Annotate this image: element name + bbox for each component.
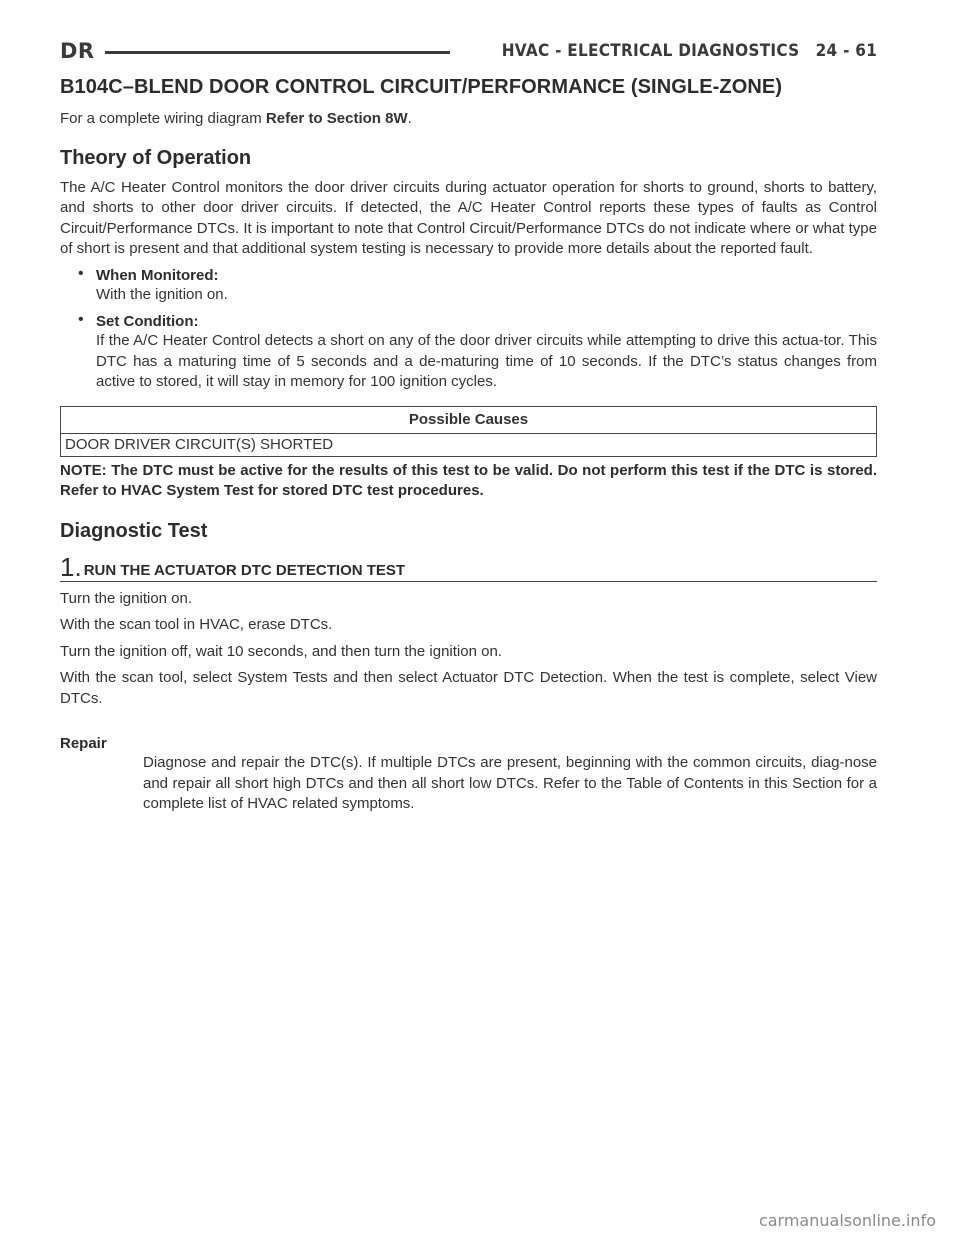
bullet-text: With the ignition on. bbox=[96, 285, 228, 303]
bullet-title: • When Monitored: bbox=[96, 266, 219, 284]
note-text: NOTE: The DTC must be active for the results of this test to be valid. Do not perform this test if the DTC is stored. Refer to HVAC System Test for stored DTC test procedures. bbox=[60, 461, 877, 499]
table-header-row bbox=[61, 406, 877, 433]
list-item bbox=[88, 312, 877, 393]
repair-text: Diagnose and repair the DTC(s). If multiple DTCs are present, beginning with the common circuits, diag-nose and repair all short high DTCs and then all short low DTCs. Refer to the Table of Contents in this Section for a complete list of HVAC related symptoms. bbox=[143, 754, 877, 812]
section-name: HVAC - ELECTRICAL DIAGNOSTICS bbox=[501, 41, 800, 61]
list-item bbox=[88, 266, 877, 306]
step-number: 1. bbox=[60, 551, 82, 582]
diagnostic-heading: Diagnostic Test bbox=[60, 519, 208, 542]
causes-header: Possible Causes bbox=[61, 406, 877, 433]
table-row bbox=[61, 433, 877, 456]
wiring-ref-link[interactable]: Refer to Section 8W bbox=[265, 110, 408, 127]
theory-paragraph: The A/C Heater Control monitors the door driver circuits during actuator operation for shorts to ground, shorts to battery, and shorts to other door driver circuits. If detected, the A/C Heater Control reports these types of faults as Control Circuit/Performance DTCs. It is important to note that Control Circuit/Performance DTCs do not indicate where or what type of short is present and that additional system testing is necessary to provide more details about the reported fault. bbox=[60, 178, 877, 257]
watermark: carmanualsonline.info bbox=[758, 1211, 936, 1230]
step-line: With the scan tool in HVAC, erase DTCs. bbox=[60, 616, 333, 633]
step-header bbox=[60, 551, 877, 582]
possible-causes-table bbox=[60, 406, 877, 457]
header-rule bbox=[105, 51, 450, 54]
repair-label: Repair bbox=[60, 735, 107, 752]
condition-list bbox=[88, 266, 877, 393]
dtc-title: B104C–BLEND DOOR CONTROL CIRCUIT/PERFORMANCE (SINGLE-ZONE) bbox=[60, 76, 783, 98]
section-title bbox=[502, 41, 877, 61]
wiring-text: For a complete wiring diagram bbox=[60, 110, 266, 127]
cause-cell: DOOR DRIVER CIRCUIT(S) SHORTED bbox=[61, 433, 877, 456]
theory-heading: Theory of Operation bbox=[60, 146, 252, 169]
step-line: Turn the ignition on. bbox=[60, 589, 193, 607]
model-code: DR bbox=[60, 39, 95, 63]
step-line: With the scan tool, select System Tests and then select Actuator DTC Detection. When the test is complete, select View DTCs. bbox=[60, 669, 877, 707]
bullet-title: • Set Condition: bbox=[96, 313, 199, 330]
page-number: 24 - 61 bbox=[815, 41, 877, 61]
wiring-reference bbox=[60, 109, 877, 130]
page-content bbox=[60, 76, 877, 830]
step-line: Turn the ignition off, wait 10 seconds, and then turn the ignition on. bbox=[60, 642, 502, 660]
page-header bbox=[60, 36, 877, 66]
wiring-end: . bbox=[407, 110, 412, 127]
bullet-text: If the A/C Heater Control detects a short on any of the door driver circuits while attempting to drive this actua-tor. This DTC has a maturing time of 5 seconds and a de-maturing time of 10 seconds. If the DTC’s status changes from active to stored, it will stay in memory for 100 ignition cycles. bbox=[96, 332, 877, 390]
step-title: RUN THE ACTUATOR DTC DETECTION TEST bbox=[83, 561, 406, 579]
